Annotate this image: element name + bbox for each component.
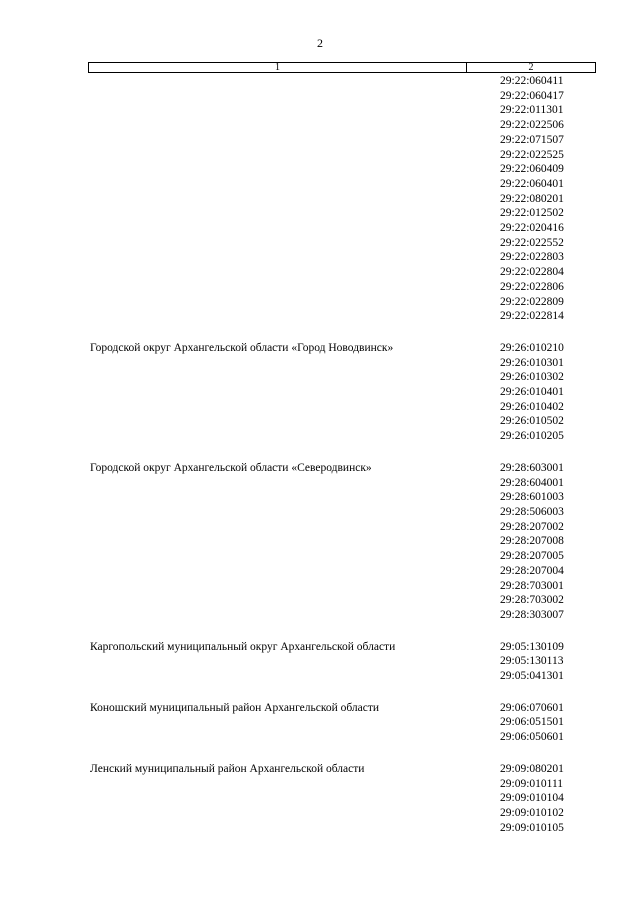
cadastral-code: 29:22:060411	[500, 75, 564, 87]
cadastral-code: 29:28:604001	[500, 476, 564, 489]
cadastral-code: 29:09:010104	[500, 792, 564, 805]
cadastral-code: 29:22:022552	[500, 236, 564, 249]
cadastral-code: 29:22:080201	[500, 192, 564, 205]
cadastral-code: 29:22:020416	[500, 222, 564, 235]
table-row	[0, 640, 640, 684]
cadastral-code: 29:22:060409	[500, 163, 564, 176]
column-1-header: 1	[89, 63, 467, 72]
cadastral-code: 29:09:010111	[500, 777, 564, 790]
cadastral-code: 29:09:010102	[500, 806, 564, 819]
cadastral-code: 29:26:010205	[500, 430, 564, 443]
cadastral-code: 29:28:601003	[500, 491, 564, 504]
cadastral-code: 29:28:207005	[500, 550, 564, 563]
municipality-name	[0, 74, 410, 324]
cadastral-code: 29:26:010210	[500, 341, 564, 354]
cadastral-code: 29:22:022804	[500, 266, 564, 279]
cadastral-code: 29:28:207004	[500, 564, 564, 577]
cadastral-code: 29:06:070601	[500, 701, 564, 714]
cadastral-code: 29:22:022506	[500, 119, 564, 132]
cadastral-code-list	[410, 341, 564, 444]
cadastral-code: 29:09:080201	[500, 762, 564, 775]
cadastral-code: 29:22:022803	[500, 251, 564, 264]
cadastral-code: 29:28:207002	[500, 520, 564, 533]
cadastral-code: 29:05:130113	[500, 655, 564, 668]
cadastral-code: 29:22:060417	[500, 89, 564, 102]
cadastral-code-list	[410, 461, 564, 623]
cadastral-code: 29:26:010502	[500, 415, 564, 428]
cadastral-code: 29:28:207008	[500, 535, 564, 548]
cadastral-code: 29:22:012502	[500, 207, 564, 220]
cadastral-code: 29:22:022525	[500, 148, 564, 161]
municipality-name: Коношский муниципальный район Архангельской области	[90, 701, 380, 714]
table-body	[0, 74, 640, 852]
cadastral-code: 29:09:010105	[500, 821, 564, 834]
municipality-name: Городской округ Архангельской области «Город Новодвинск»	[90, 341, 394, 354]
cadastral-code: 29:05:041301	[500, 670, 564, 683]
table-row	[0, 701, 640, 745]
cadastral-code: 29:28:603001	[500, 461, 564, 474]
cadastral-code: 29:05:130109	[500, 640, 564, 653]
cadastral-code: 29:22:022806	[500, 280, 564, 293]
cadastral-code: 29:22:071507	[500, 133, 564, 146]
cadastral-code: 29:22:011301	[500, 104, 564, 117]
cadastral-code-list	[410, 701, 564, 745]
table-row	[0, 341, 640, 444]
cadastral-code: 29:06:051501	[500, 716, 564, 729]
municipality-name: Городской округ Архангельской области «Северодвинск»	[90, 461, 372, 474]
cadastral-code: 29:26:010401	[500, 386, 564, 399]
cadastral-code-list	[410, 762, 564, 836]
column-2-header: 2	[528, 62, 534, 73]
table-row	[0, 762, 640, 836]
page-number: 2	[317, 36, 323, 50]
cadastral-code: 29:22:022814	[500, 310, 564, 323]
municipality-name: Ленский муниципальный район Архангельской области	[90, 762, 365, 775]
cadastral-code: 29:28:303007	[500, 608, 564, 621]
table-header	[88, 62, 596, 73]
table-row	[0, 461, 640, 623]
cadastral-code-list	[410, 74, 564, 324]
cadastral-code: 29:28:506003	[500, 505, 564, 518]
cadastral-code-list	[410, 640, 564, 684]
cadastral-code: 29:28:703002	[500, 594, 564, 607]
cadastral-code: 29:26:010302	[500, 371, 564, 384]
table-row	[0, 74, 640, 324]
cadastral-code: 29:28:703001	[500, 579, 564, 592]
cadastral-code: 29:22:022809	[500, 295, 564, 308]
cadastral-code: 29:22:060401	[500, 177, 564, 190]
cadastral-code: 29:06:050601	[500, 731, 564, 744]
cadastral-code: 29:26:010301	[500, 356, 564, 369]
municipality-name: Каргопольский муниципальный округ Архангельской области	[90, 640, 396, 653]
cadastral-code: 29:26:010402	[500, 400, 564, 413]
